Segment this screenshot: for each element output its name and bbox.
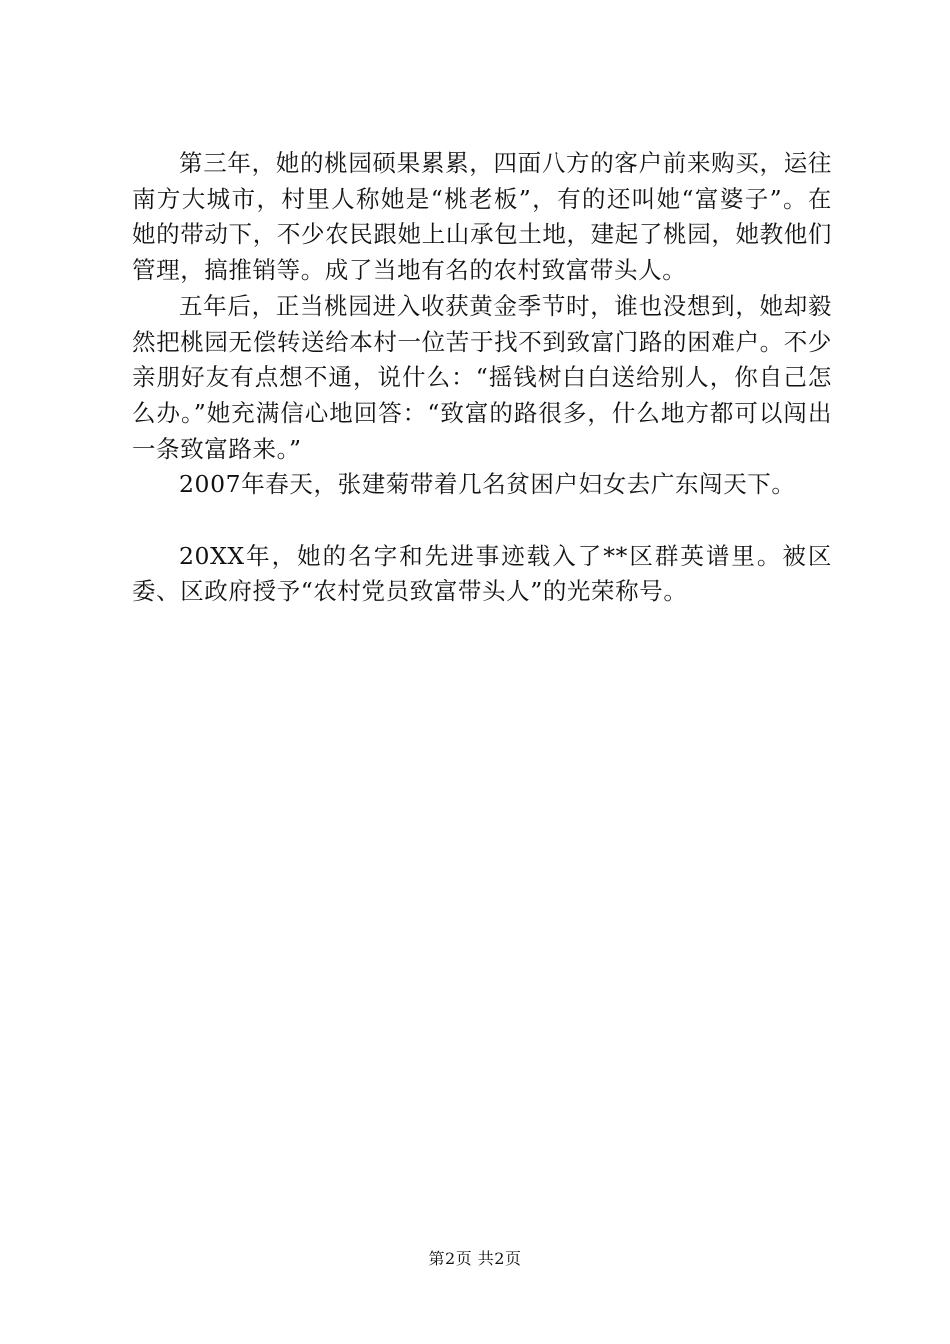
document-body xyxy=(132,146,832,610)
paragraph-2: 五年后，正当桃园进入收获黄金季节时，谁也没想到，她却毅然把桃园无偿转送给本村一位苦于找不到致富门路的困难户。不少亲朋好友有点想不通，说什么：“摇钱树白白送给别人，你自己怎么办。”她充满信心地回答：“致富的路很多，什么地方都可以闯出一条致富路来。” xyxy=(132,291,832,463)
paragraph-3: 2007年春天，张建菊带着几名贫困户妇女去广东闯天下。 xyxy=(179,470,796,499)
page-footer: 第2页 共2页 xyxy=(428,1249,522,1268)
paragraph-4: 20XX年，她的名字和先进事迹载入了**区群英谱里。被区委、区政府授予“农村党员致富带头人”的光荣称号。 xyxy=(132,541,832,606)
paragraph-1: 第三年，她的桃园硕果累累，四面八方的客户前来购买，运往南方大城市，村里人称她是“桃老板”，有的还叫她“富婆子”。在她的带动下，不少农民跟她上山承包土地，建起了桃园，她教他们管理，搞推销等。成了当地有名的农村致富带头人。 xyxy=(132,149,832,285)
